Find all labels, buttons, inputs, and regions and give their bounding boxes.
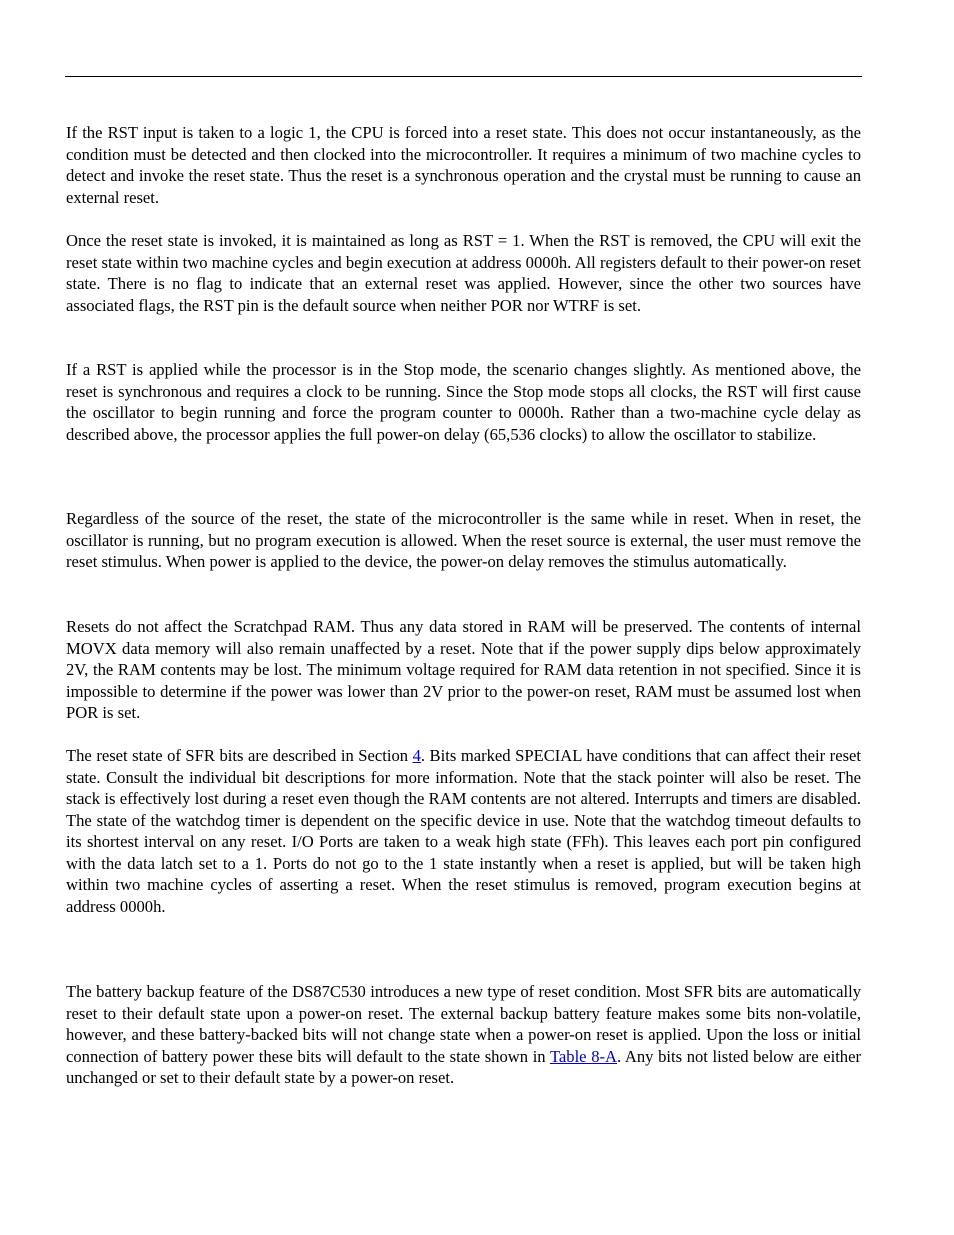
paragraph-reset-state-invoked: Once the reset state is invoked, it is maintained as long as RST = 1. When the RST is removed, the CPU will exit the reset state within two machine cycles and begin execution at address 0000h. All registers default to their power-on reset state. There is no flag to indicate that an external reset was applied. However, since the other two sources have associated flags, the RST pin is the default source when neither POR nor WTRF is set. <box>66 231 861 315</box>
section-4-link[interactable]: 4 <box>412 746 421 765</box>
paragraph-battery-text-after: . Any bits not listed below are either unchanged or set to their default state by a power-on reset. <box>66 1046 861 1087</box>
paragraph-sfr-text-before: The reset state of SFR bits are described in Section <box>66 746 413 765</box>
paragraph-rst-input: If the RST input is taken to a logic 1, the CPU is forced into a reset state. This does not occur instantaneously, as the condition must be detected and then clocked into the microcontroller. It requires a minimum of two machine cycles to detect and invoke the reset state. Thus the reset is a synchronous operation and the crystal must be running to cause an external reset. <box>66 123 861 207</box>
paragraph-scratchpad-ram: Resets do not affect the Scratchpad RAM. Thus any data stored in RAM will be preserved. The contents of internal MOVX data memory will also remain unaffected by a reset. Note that if the power supply dips below approximately 2V, the RAM contents may be lost. The minimum voltage required for RAM data retention in not specified. Since it is impossible to determine if the power was lower than 2V prior to the power-on reset, RAM must be assumed lost when POR is set. <box>66 617 861 722</box>
paragraph-battery-backup <box>66 981 861 1089</box>
paragraph-sfr-text-after: . Bits marked SPECIAL have conditions that can affect their reset state. Consult the individual bit descriptions for more information. Note that the stack pointer will also be reset. The stack is effectively lost during a reset even though the RAM contents are not altered. Interrupts and timers are disabled. The state of the watchdog timer is dependent on the specific device in use. Note that the watchdog timeout defaults to its shortest interval on any reset. I/O Ports are taken to a weak high state (FFh). This leaves each port pin configured with the data latch set to a 1. Ports do not go to the 1 state instantly when a reset is applied, but will be taken high within two machine cycles of asserting a reset. When the reset stimulus is removed, program execution begins at address 0000h. <box>66 746 862 916</box>
paragraph-battery-text-before: The battery backup feature of the DS87C530 introduces a new type of reset condition. Most SFR bits are automatically reset to their default state upon a power-on reset. The external backup battery feature makes some bits non-volatile, however, and these battery-backed bits will not change state when a power-on reset is applied. Upon the loss or initial connection of battery power these bits will default to the state shown in <box>66 982 861 1066</box>
paragraph-reset-source-state: Regardless of the source of the reset, the state of the microcontroller is the same while in reset. When in reset, the oscillator is running, but no program execution is allowed. When the reset source is external, the user must remove the reset stimulus. When power is applied to the device, the power-on delay removes the stimulus automatically. <box>66 509 861 571</box>
table-8a-link[interactable]: Table 8-A <box>549 1046 617 1066</box>
header-rule <box>65 76 862 77</box>
paragraph-stop-mode-reset: If a RST is applied while the processor is in the Stop mode, the scenario changes slightly. As mentioned above, the reset is synchronous and requires a clock to be running. Since the Stop mode stops all clocks, the RST will first cause the oscillator to begin running and force the program counter to 0000h. Rather than a two-machine cycle delay as described above, the processor applies the full power-on delay (65,536 clocks) to allow the oscillator to stabilize. <box>66 360 861 444</box>
paragraph-sfr-reset-state <box>66 745 861 917</box>
